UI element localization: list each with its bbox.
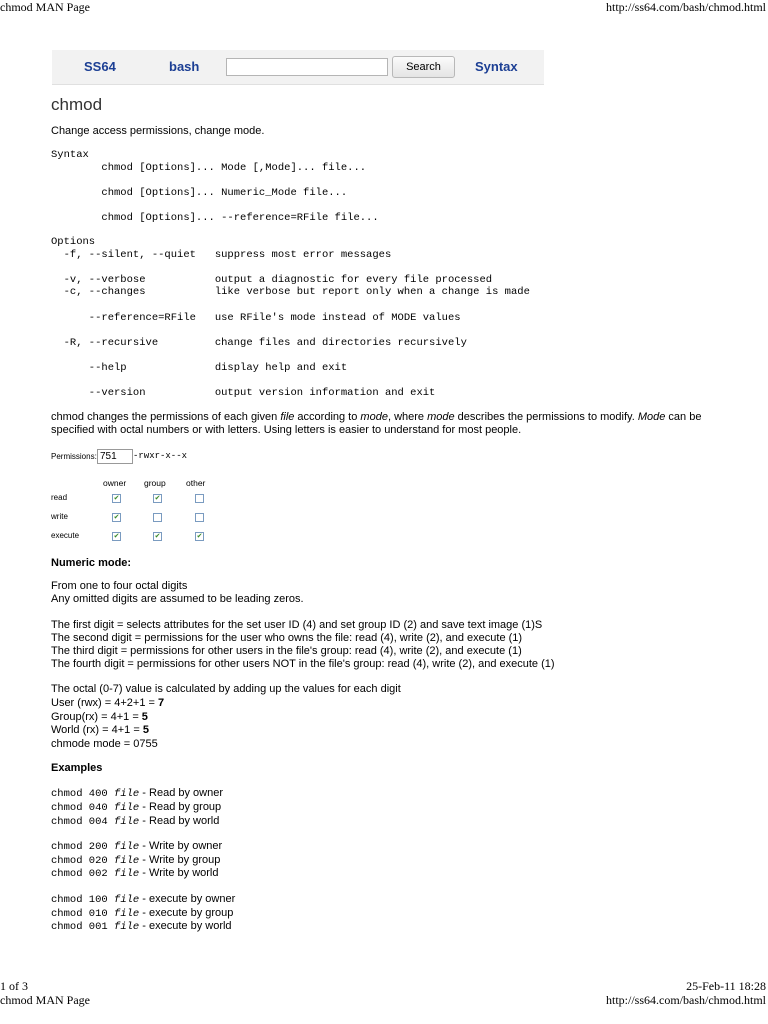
example-line	[51, 801, 221, 814]
permission-checkbox-execute-other[interactable]: ✔	[196, 533, 203, 540]
permission-checkbox-write-other[interactable]	[195, 513, 204, 522]
row-label-write: write	[51, 512, 68, 521]
example-command: chmod 002	[51, 868, 115, 880]
example-description: - execute by world	[139, 920, 232, 932]
description-text: according to	[294, 411, 361, 423]
permissions-octal-input[interactable]	[97, 449, 133, 464]
example-description: - Write by world	[139, 867, 219, 879]
permission-checkbox-read-other[interactable]	[195, 494, 204, 503]
example-description: - Read by owner	[139, 787, 223, 799]
permission-checkbox-write-owner[interactable]: ✔	[113, 514, 120, 521]
example-command: chmod 400	[51, 788, 115, 800]
example-file-arg: file	[114, 908, 140, 920]
row-label-read: read	[51, 493, 68, 502]
example-line	[51, 815, 219, 828]
example-command: chmod 010	[51, 908, 115, 920]
nav-home-link[interactable]: SS64	[84, 59, 116, 74]
example-description: - execute by group	[139, 907, 234, 919]
example-file-arg: file	[114, 855, 140, 867]
example-command: chmod 001	[51, 921, 115, 933]
example-description: - execute by owner	[139, 893, 236, 905]
print-header-title: chmod MAN Page	[0, 993, 90, 1007]
example-command: chmod 200	[51, 841, 115, 853]
description-mode-term: mode	[360, 411, 388, 423]
print-header-url: http://ss64.com/bash/chmod.html	[606, 0, 766, 14]
example-file-arg: file	[114, 868, 140, 880]
example-description: - Read by world	[139, 815, 220, 827]
column-header-other: other	[186, 478, 206, 488]
example-line	[51, 840, 222, 853]
description-file-term: file	[280, 411, 295, 423]
calc-intro: The octal (0-7) value is calculated by adding up the values for each digit	[51, 683, 401, 695]
example-line	[51, 854, 220, 867]
example-line	[51, 893, 235, 906]
permission-checkbox-read-group[interactable]: ✔	[154, 495, 161, 502]
site-nav-bar	[52, 50, 544, 85]
digit-description: The fourth digit = permissions for other users NOT in the file's group: read (4), write (2), and execute (1)	[51, 658, 555, 670]
calc-line-user	[51, 697, 164, 709]
description-text: describes the permissions to modify.	[454, 411, 638, 423]
print-footer-page: 1 of 3	[0, 979, 28, 993]
permission-checkbox-execute-group[interactable]: ✔	[154, 533, 161, 540]
example-command: chmod 020	[51, 855, 115, 867]
description-line-2: specified with octal numbers or with letters. Using letters is easier to understand for most people.	[51, 424, 522, 436]
calc-line-mode	[51, 738, 158, 750]
permissions-label: Permissions:	[51, 452, 97, 461]
description-text: , where	[387, 411, 428, 423]
column-header-owner: owner	[103, 478, 127, 488]
example-line	[51, 920, 232, 933]
calc-line-group	[51, 711, 148, 723]
example-line	[51, 867, 219, 880]
print-header-title: chmod MAN Page	[0, 0, 90, 14]
numeric-intro-line: From one to four octal digits	[51, 580, 188, 592]
example-description: - Write by group	[139, 854, 221, 866]
calc-text: User (rwx) = 4+2+1 =	[51, 697, 158, 709]
permission-checkbox-read-owner[interactable]: ✔	[113, 495, 120, 502]
numeric-intro-line: Any omitted digits are assumed to be leading zeros.	[51, 593, 304, 605]
description-mode-term: mode	[427, 411, 455, 423]
calc-result: 7	[158, 697, 165, 709]
row-label-execute: execute	[51, 531, 80, 540]
example-description: - Write by owner	[139, 840, 223, 852]
calc-text: chmode mode = 0755	[51, 738, 158, 750]
calc-text: Group(rx) = 4+1 =	[51, 711, 142, 723]
example-line	[51, 787, 223, 800]
syntax-block: Syntax chmod [Options]... Mode [,Mode]... file... chmod [Options]... Numeric_Mode file... chmod [Options]... --reference=RFile file...	[51, 149, 379, 224]
description-text: can be	[665, 411, 702, 423]
calc-text: World (rx) = 4+1 =	[51, 724, 143, 736]
example-file-arg: file	[114, 894, 140, 906]
permissions-symbolic: -rwxr-x--x	[133, 451, 188, 461]
examples-heading: Examples	[51, 762, 103, 774]
example-file-arg: file	[114, 788, 140, 800]
search-button[interactable]: Search	[392, 56, 455, 78]
calc-result: 5	[142, 724, 149, 736]
permission-checkbox-write-group[interactable]	[153, 513, 162, 522]
calc-line-world	[51, 724, 149, 736]
print-footer-date: 25-Feb-11 18:28	[686, 979, 766, 993]
search-input[interactable]	[226, 58, 388, 76]
options-block: Options -f, --silent, --quiet suppress most error messages -v, --verbose output a diagnostic for every file processed -c, --changes like verbose but report only when a change is made --reference=RFile use RFile's mode instead of MODE values -R, --recursive change files and directories recursively --help display help and exit --version output version information and exit	[51, 236, 530, 400]
column-header-group: group	[144, 478, 166, 488]
example-file-arg: file	[114, 841, 140, 853]
digit-description: The third digit = permissions for other users in the file's group: read (4), write (2), and execute (1)	[51, 645, 522, 657]
description-mode-term: Mode	[637, 411, 666, 423]
example-line	[51, 907, 233, 920]
nav-syntax-link[interactable]: Syntax	[475, 59, 518, 74]
example-command: chmod 040	[51, 802, 115, 814]
calc-result: 5	[141, 711, 148, 723]
print-header-url: http://ss64.com/bash/chmod.html	[606, 993, 766, 1007]
numeric-mode-heading: Numeric mode:	[51, 557, 132, 569]
description-text: chmod changes the permissions of each given	[51, 411, 281, 423]
example-file-arg: file	[114, 816, 140, 828]
digit-description: The first digit = selects attributes for the set user ID (4) and set group ID (2) and save text image (1)S	[51, 619, 543, 631]
page-title: chmod	[51, 95, 103, 114]
example-file-arg: file	[114, 802, 140, 814]
nav-bash-link[interactable]: bash	[169, 59, 200, 74]
description-line-1	[51, 411, 701, 423]
permission-checkbox-execute-owner[interactable]: ✔	[113, 533, 120, 540]
page-summary: Change access permissions, change mode.	[51, 125, 265, 137]
example-command: chmod 100	[51, 894, 115, 906]
example-file-arg: file	[114, 921, 140, 933]
digit-description: The second digit = permissions for the user who owns the file: read (4), write (2), and execute (1)	[51, 632, 523, 644]
example-description: - Read by group	[139, 801, 222, 813]
example-command: chmod 004	[51, 816, 115, 828]
